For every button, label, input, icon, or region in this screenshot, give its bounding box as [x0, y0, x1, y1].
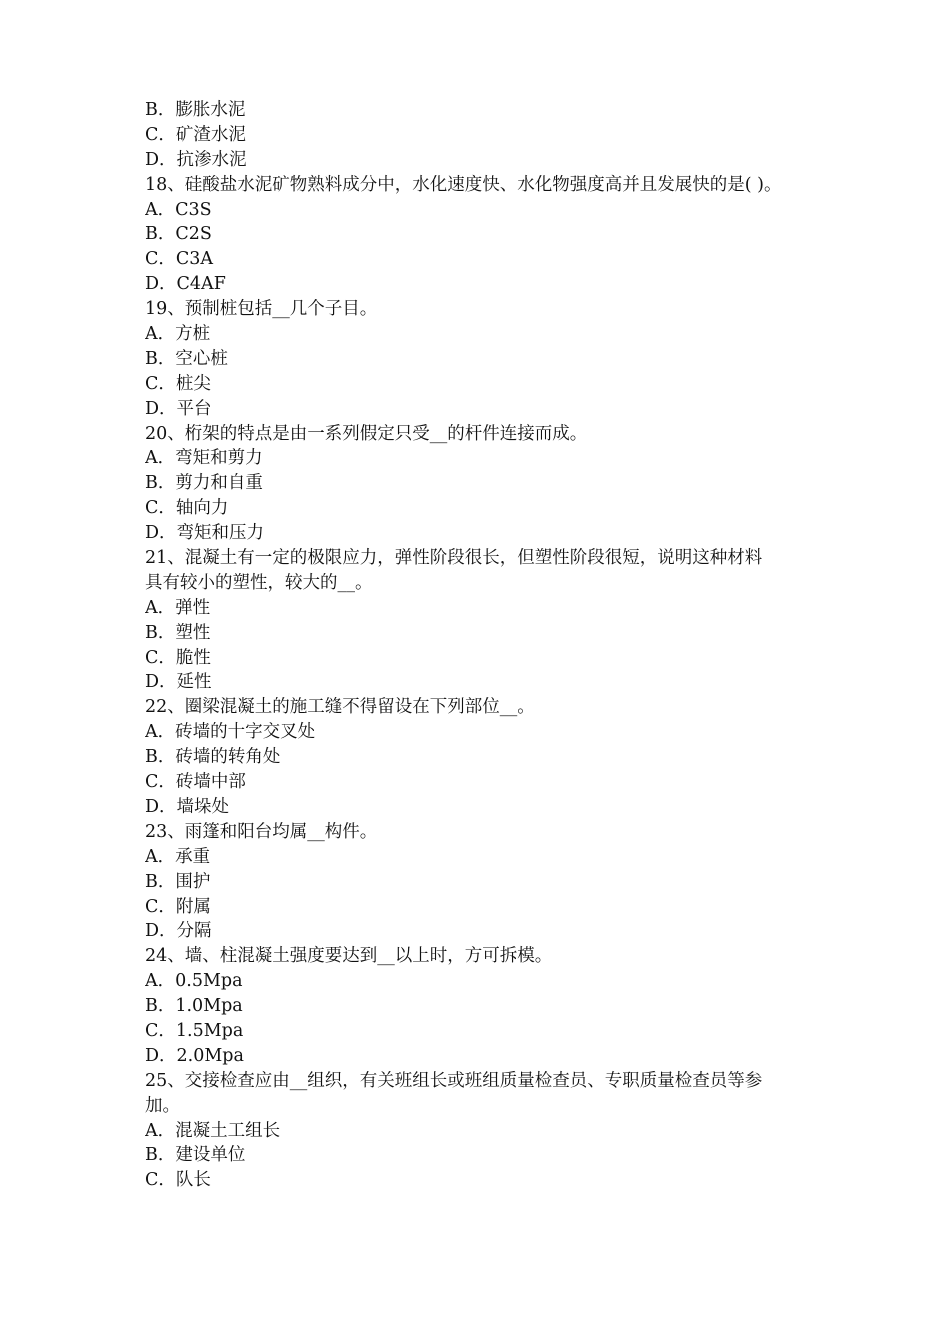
answer-option-line: A．混凝土工组长: [145, 1120, 281, 1141]
answer-option-line: D．延性: [145, 672, 212, 693]
question-text-line: 23、雨篷和阳台均属__构件。: [145, 821, 378, 842]
answer-option-line: D．2.0Mpa: [145, 1045, 244, 1066]
answer-option-line: B．1.0Mpa: [145, 996, 243, 1017]
answer-option-line: B．塑性: [145, 622, 211, 643]
answer-option-line: D．C4AF: [145, 274, 226, 295]
question-text-line: 加。: [145, 1095, 180, 1116]
answer-option-line: A．C3S: [145, 199, 212, 220]
question-text-line: 21、混凝土有一定的极限应力，弹性阶段很长，但塑性阶段很短，说明这种材料: [145, 548, 763, 569]
answer-option-line: B．砖墙的转角处: [145, 747, 281, 768]
exam-text-body: [145, 98, 825, 1193]
answer-option-line: B．膨胀水泥: [145, 100, 246, 120]
answer-option-line: D．弯矩和压力: [145, 523, 265, 544]
question-text-line: 24、墙、柱混凝土强度要达到__以上时，方可拆模。: [145, 946, 553, 967]
question-text-line: 19、预制桩包括__几个子目。: [145, 299, 378, 320]
answer-option-line: D．墙垛处: [145, 796, 230, 817]
answer-option-line: C．矿渣水泥: [145, 124, 246, 145]
answer-option-line: C．C3A: [145, 249, 214, 270]
answer-option-line: B．建设单位: [145, 1145, 246, 1166]
question-text-line: 20、桁架的特点是由一系列假定只受__的杆件连接而成。: [145, 423, 588, 444]
answer-option-line: A．方桩: [145, 324, 211, 345]
question-text-line: 具有较小的塑性，较大的__。: [145, 572, 373, 593]
answer-option-line: D．抗渗水泥: [145, 149, 247, 170]
answer-option-line: B．空心桩: [145, 348, 228, 369]
answer-option-line: B．围护: [145, 871, 211, 892]
question-text-line: 18、硅酸盐水泥矿物熟料成分中，水化速度快、水化物强度高并且发展快的是( )。: [145, 174, 782, 195]
answer-option-line: D．分隔: [145, 921, 212, 942]
answer-option-line: A．弹性: [145, 597, 211, 618]
question-text-line: 22、圈梁混凝土的施工缝不得留设在下列部位__。: [145, 697, 535, 718]
answer-option-line: B．剪力和自重: [145, 473, 263, 494]
answer-option-line: A．弯矩和剪力: [145, 448, 263, 469]
answer-option-line: C．附属: [145, 896, 211, 917]
question-text-line: 25、交接检查应由__组织，有关班组长或班组质量检查员、专职质量检查员等参: [145, 1070, 763, 1091]
answer-option-line: C．桩尖: [145, 373, 211, 394]
answer-option-line: A．承重: [145, 846, 211, 867]
answer-option-line: C．轴向力: [145, 498, 229, 519]
answer-option-line: B．C2S: [145, 224, 212, 245]
answer-option-line: C．队长: [145, 1170, 211, 1191]
answer-option-line: A．0.5Mpa: [145, 971, 243, 992]
answer-option-line: C．脆性: [145, 647, 211, 668]
answer-option-line: C．砖墙中部: [145, 772, 246, 793]
answer-option-line: C．1.5Mpa: [145, 1020, 244, 1041]
answer-option-line: A．砖墙的十字交叉处: [145, 722, 316, 743]
answer-option-line: D．平台: [145, 398, 212, 419]
